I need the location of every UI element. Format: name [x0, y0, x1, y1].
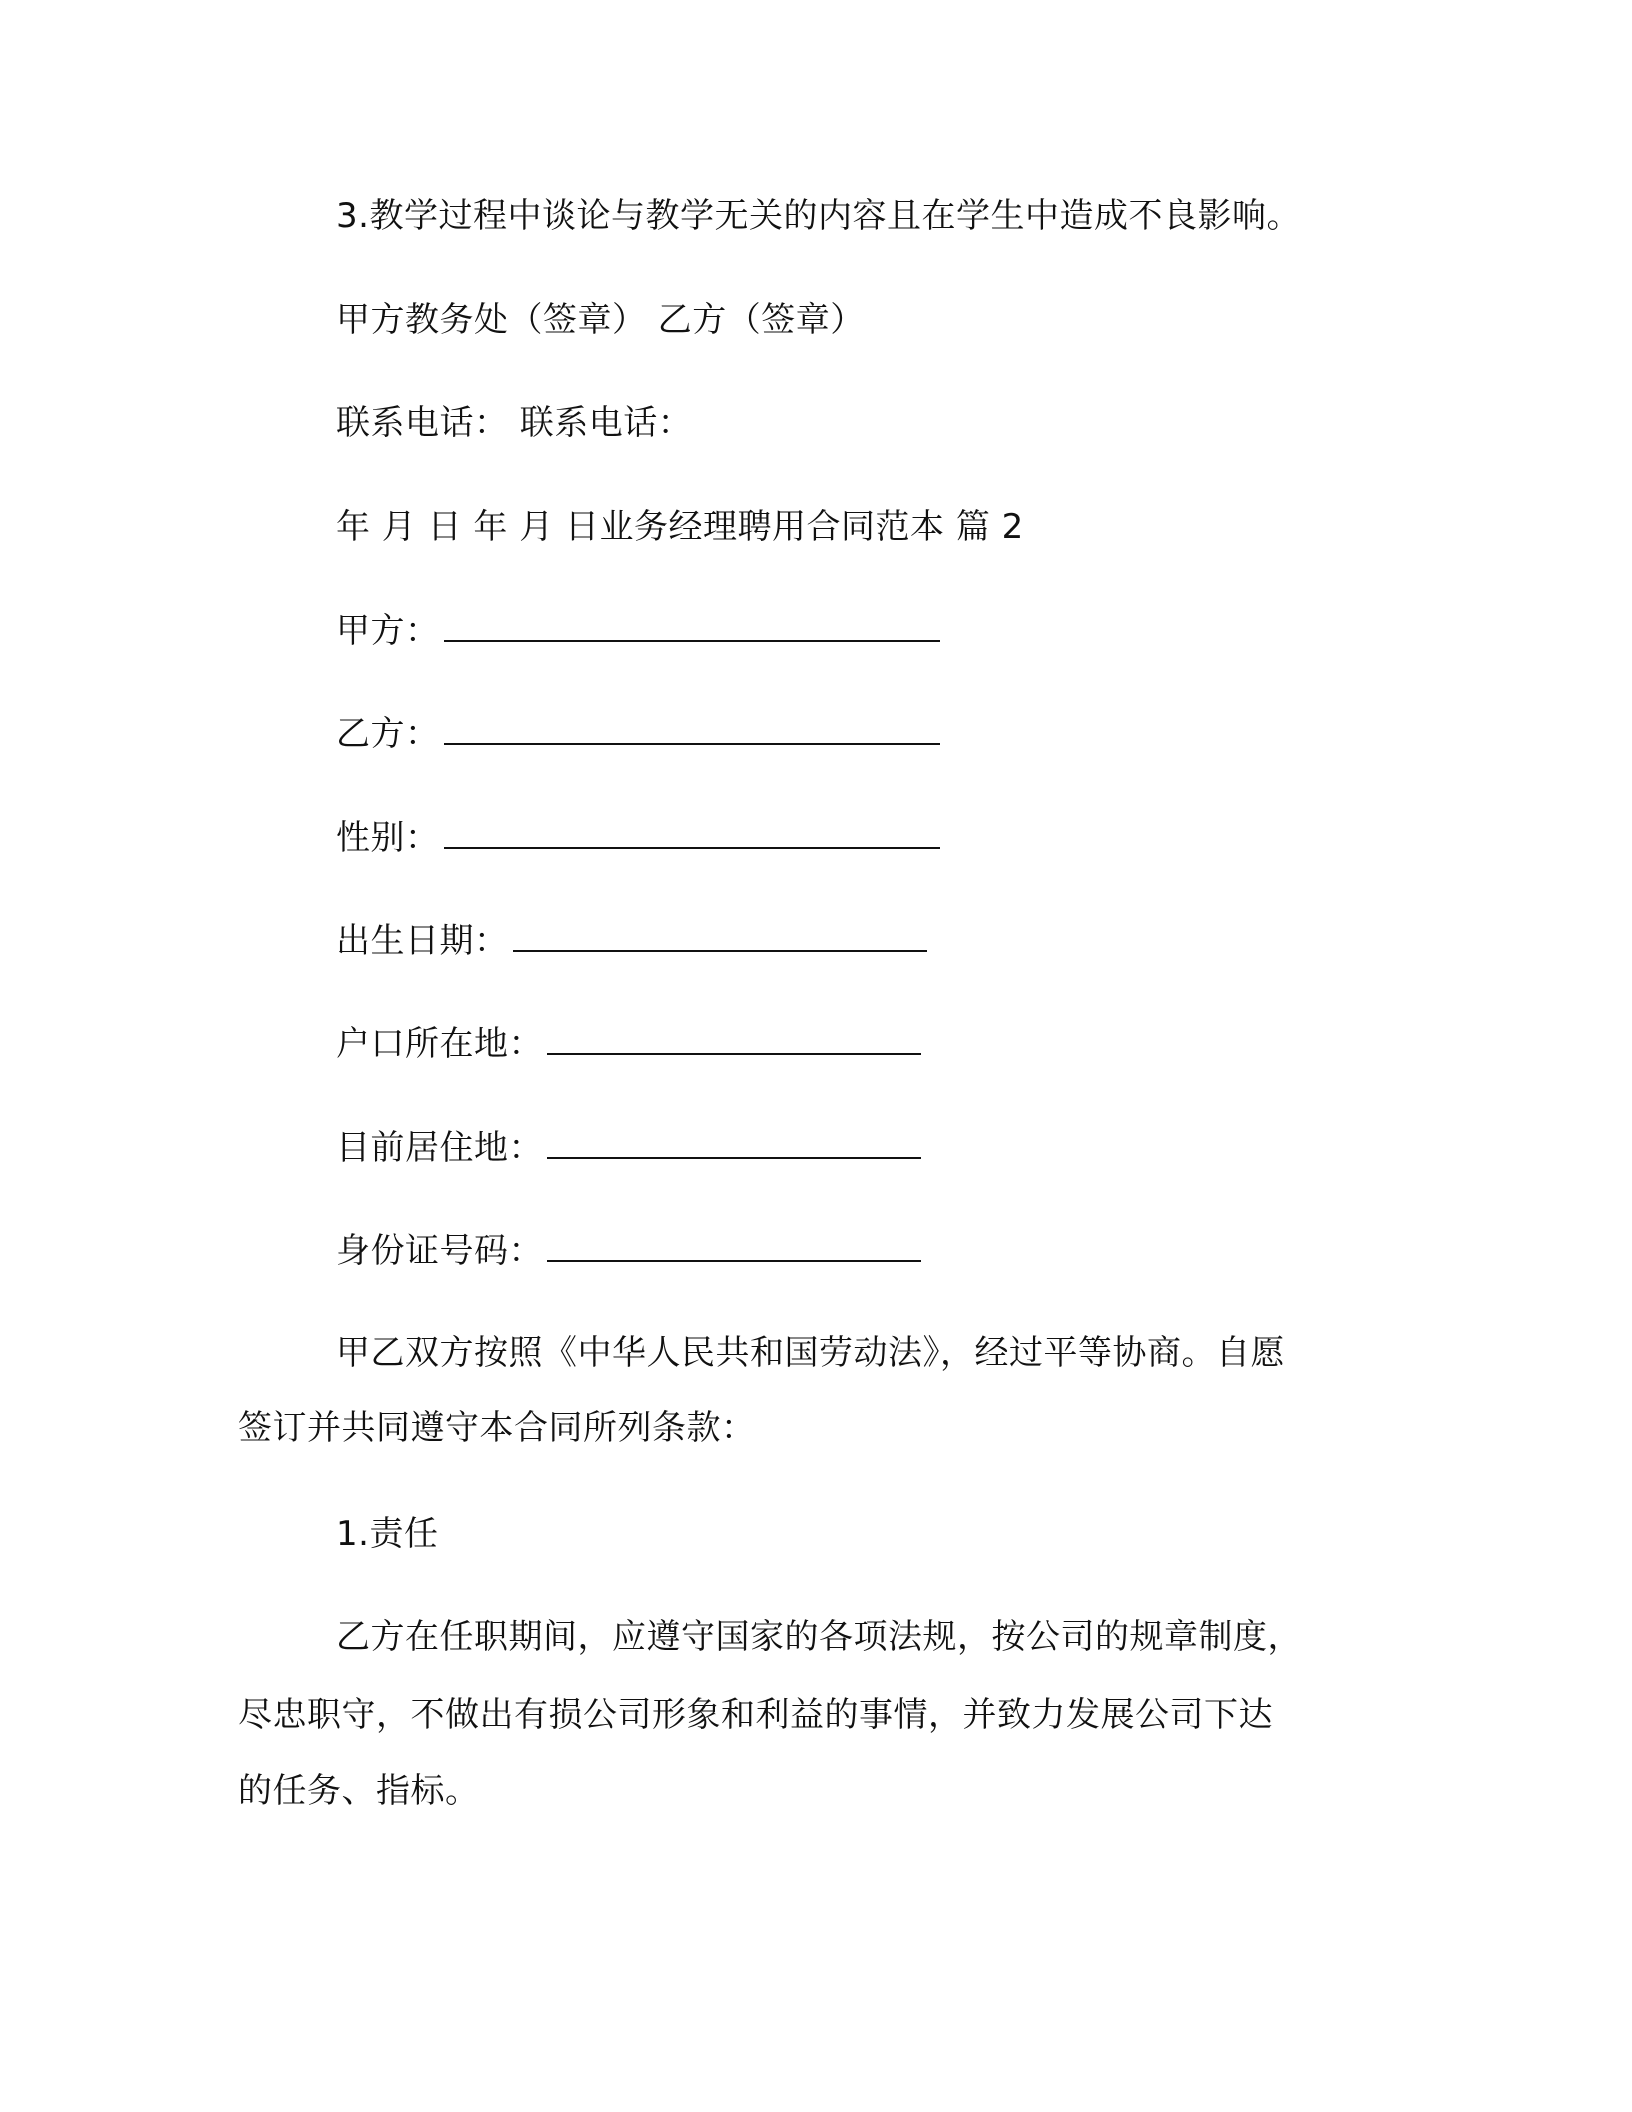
responsibility-paragraph-line-3: 的任务、指标。 [238, 1771, 480, 1811]
date-and-title-line: 年 月 日 年 月 日业务经理聘用合同范本 篇 2 [336, 507, 1024, 547]
agreement-paragraph-line-2: 签订并共同遵守本合同所列条款： [238, 1408, 756, 1448]
residence-blank [547, 1127, 921, 1159]
responsibility-paragraph-line-2: 尽忠职守，不做出有损公司形象和利益的事情，并致力发展公司下达 [238, 1695, 1273, 1735]
id-number-label: 身份证号码： [336, 1231, 543, 1271]
birth-date-field [336, 920, 927, 961]
signature-line: 甲方教务处（签章） 乙方（签章） [336, 300, 865, 340]
gender-field [336, 817, 940, 858]
residence-field [336, 1127, 921, 1168]
party-a-label: 甲方： [336, 611, 440, 651]
party-b-field [336, 713, 940, 754]
id-number-field [336, 1230, 921, 1271]
clause-3-text: 3.教学过程中谈论与教学无关的内容且在学生中造成不良影响。 [336, 196, 1301, 236]
hukou-label: 户口所在地： [336, 1024, 543, 1064]
party-a-blank [444, 610, 940, 642]
agreement-paragraph-line-1: 甲乙双方按照《中华人民共和国劳动法》，经过平等协商。自愿 [336, 1333, 1285, 1373]
section-1-heading: 1.责任 [336, 1514, 439, 1554]
party-b-label: 乙方： [336, 714, 440, 754]
id-number-blank [547, 1230, 921, 1262]
gender-label: 性别： [336, 818, 440, 858]
residence-label: 目前居住地： [336, 1128, 543, 1168]
responsibility-paragraph-line-1: 乙方在任职期间，应遵守国家的各项法规，按公司的规章制度， [336, 1617, 1302, 1657]
hukou-blank [547, 1023, 921, 1055]
birth-date-label: 出生日期： [336, 921, 509, 961]
party-b-blank [444, 713, 940, 745]
gender-blank [444, 817, 940, 849]
party-a-field [336, 610, 940, 651]
hukou-field [336, 1023, 921, 1064]
birth-date-blank [513, 920, 927, 952]
contact-phone-line: 联系电话： 联系电话： [336, 403, 693, 443]
